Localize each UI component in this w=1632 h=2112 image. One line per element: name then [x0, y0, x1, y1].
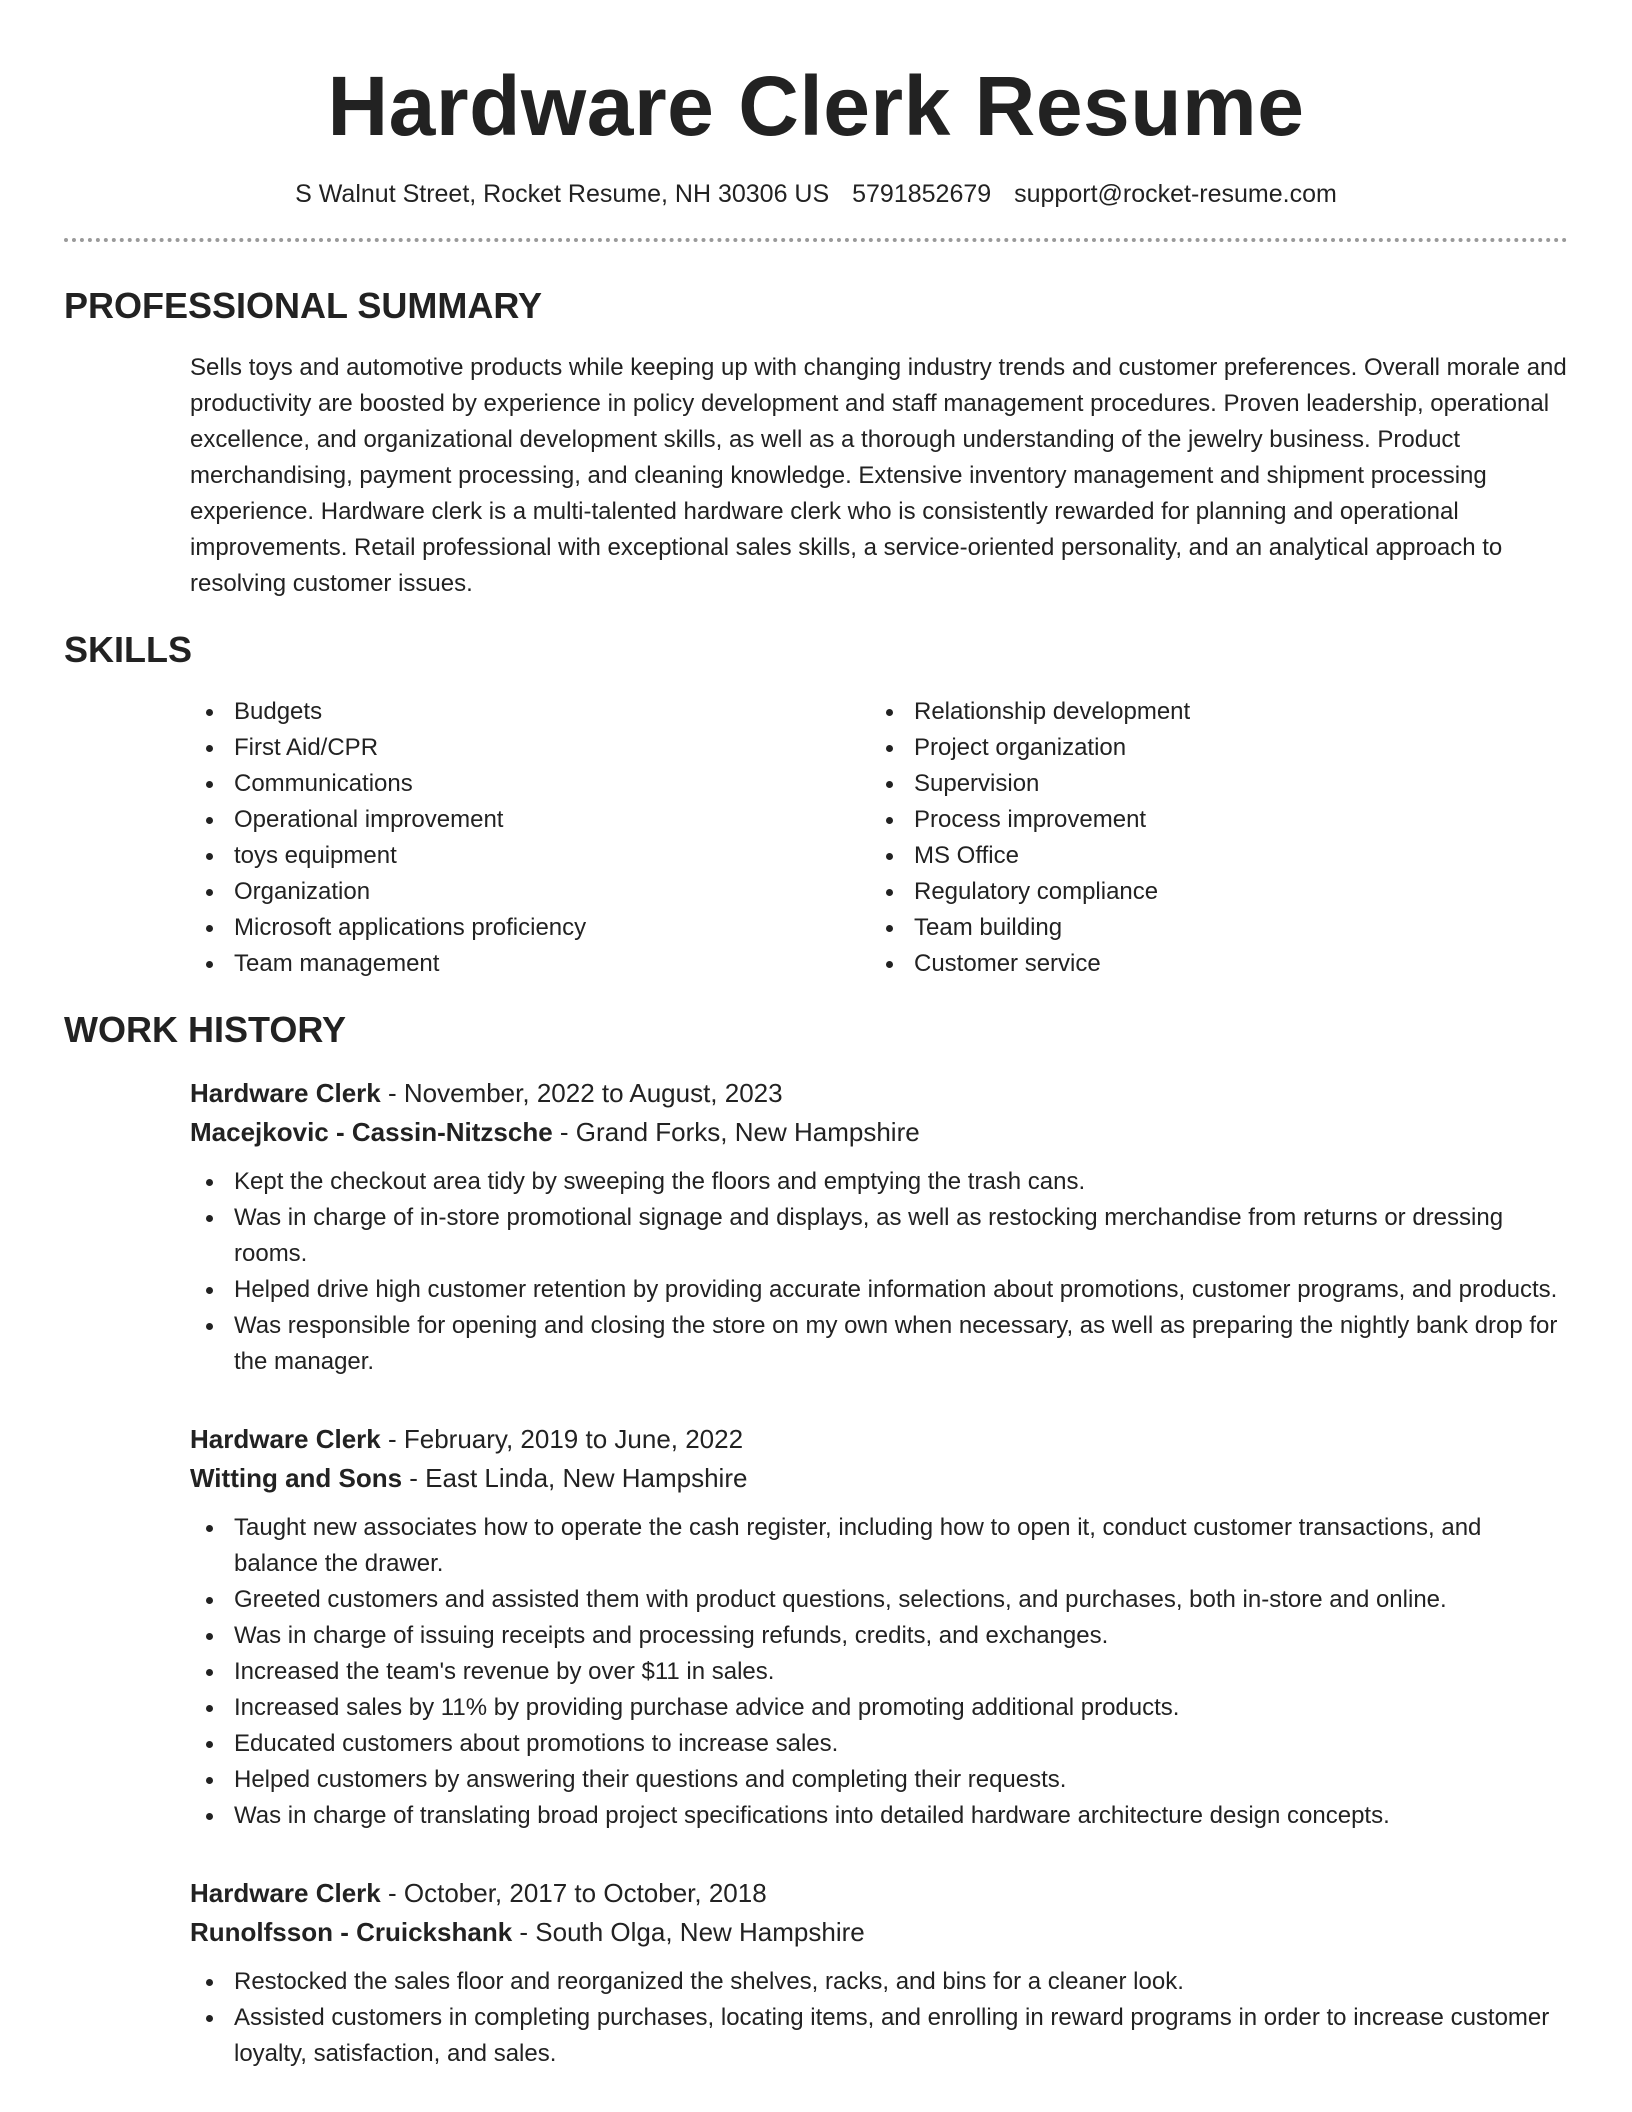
resume-page [64, 0, 1568, 2072]
skill-item: Customer service [870, 946, 1550, 982]
duty-item: Was in charge of translating broad project specifications into detailed hardware architecture design concepts. [190, 1798, 1568, 1834]
skill-item: MS Office [870, 838, 1550, 874]
job-title-line [190, 1074, 1568, 1113]
job-company-line [190, 1913, 1568, 1952]
job-dates: - February, 2019 to June, 2022 [380, 1424, 744, 1454]
skill-item: First Aid/CPR [190, 730, 870, 766]
summary-heading: PROFESSIONAL SUMMARY [64, 285, 543, 326]
header-divider [64, 238, 1568, 242]
duty-item: Helped drive high customer retention by providing accurate information about promotions, customer programs, and products. [190, 1272, 1568, 1308]
address: S Walnut Street, Rocket Resume, NH 30306 US [295, 180, 830, 208]
skill-item: Team management [190, 946, 870, 982]
skill-item: Team building [870, 910, 1550, 946]
skill-item: Regulatory compliance [870, 874, 1550, 910]
duty-item: Was in charge of issuing receipts and processing refunds, credits, and exchanges. [190, 1618, 1568, 1654]
duty-item: Increased the team's revenue by over $11 in sales. [190, 1654, 1568, 1690]
job-title: Hardware Clerk [190, 1078, 381, 1108]
skills-heading: SKILLS [64, 629, 193, 670]
job-title: Hardware Clerk [190, 1878, 381, 1908]
job-title-line [190, 1874, 1568, 1913]
duty-item: Taught new associates how to operate the cash register, including how to open it, conduct customer transactions, and balance the drawer. [190, 1510, 1568, 1582]
duty-item: Kept the checkout area tidy by sweeping the floors and emptying the trash cans. [190, 1164, 1568, 1200]
job-location: - South Olga, New Hampshire [512, 1917, 865, 1947]
job-location: - Grand Forks, New Hampshire [552, 1117, 920, 1147]
job-company-line [190, 1113, 1568, 1152]
skill-item: Project organization [870, 730, 1550, 766]
email: support@rocket-resume.com [1014, 180, 1337, 208]
duty-item: Greeted customers and assisted them with product questions, selections, and purchases, both in-store and online. [190, 1582, 1568, 1618]
job-title-line [190, 1420, 1568, 1459]
contact-line [64, 178, 1568, 210]
summary-text: Sells toys and automotive products while keeping up with changing industry trends and customer preferences. Overall morale and productivity are boosted by experience in policy development and staff management procedures. Proven leadership, operational excellence, and organizational development skills, as well as a thorough understanding of the jewelry business. Product merchandising, payment processing, and cleaning knowledge. Extensive inventory management and shipment processing experience. Hardware clerk is a multi-talented hardware clerk who is consistently rewarded for planning and operational improvements. Retail professional with exceptional sales skills, a service-oriented personality, and an analytical approach to resolving customer issues. [190, 354, 1567, 597]
duty-item: Restocked the sales floor and reorganized the shelves, racks, and bins for a cleaner look. [190, 1964, 1568, 2000]
job-dates: - October, 2017 to October, 2018 [380, 1878, 767, 1908]
duty-item: Was in charge of in-store promotional signage and displays, as well as restocking merchandise from returns or dressing rooms. [190, 1200, 1568, 1272]
skill-item: toys equipment [190, 838, 870, 874]
job-entry [190, 1420, 1568, 1834]
job-location: - East Linda, New Hampshire [402, 1463, 748, 1493]
skill-item: Communications [190, 766, 870, 802]
skill-item: Organization [190, 874, 870, 910]
phone: 5791852679 [852, 180, 992, 208]
job-dates: - November, 2022 to August, 2023 [380, 1078, 783, 1108]
job-entry [190, 1874, 1568, 2072]
duty-item: Helped customers by answering their questions and completing their requests. [190, 1762, 1568, 1798]
work-history-heading: WORK HISTORY [64, 1009, 347, 1050]
duty-item: Assisted customers in completing purchases, locating items, and enrolling in reward programs in order to increase customer loyalty, satisfaction, and sales. [190, 2000, 1568, 2072]
skills-column-left [190, 694, 870, 982]
skill-item: Microsoft applications proficiency [190, 910, 870, 946]
job-duties [190, 1164, 1568, 1380]
duty-item: Educated customers about promotions to increase sales. [190, 1726, 1568, 1762]
job-company: Runolfsson - Cruickshank [190, 1917, 513, 1947]
job-company-line [190, 1459, 1568, 1498]
skill-item: Operational improvement [190, 802, 870, 838]
job-duties [190, 1964, 1568, 2072]
duty-item: Increased sales by 11% by providing purchase advice and promoting additional products. [190, 1690, 1568, 1726]
job-company: Macejkovic - Cassin-Nitzsche [190, 1117, 553, 1147]
duty-item: Was responsible for opening and closing the store on my own when necessary, as well as preparing the nightly bank drop for the manager. [190, 1308, 1568, 1380]
skill-item: Budgets [190, 694, 870, 730]
skill-item: Process improvement [870, 802, 1550, 838]
skill-item: Relationship development [870, 694, 1550, 730]
job-entry [190, 1074, 1568, 1380]
job-title: Hardware Clerk [190, 1424, 381, 1454]
job-duties [190, 1510, 1568, 1834]
skills-list [190, 694, 1568, 982]
job-company: Witting and Sons [190, 1463, 403, 1493]
resume-title: Hardware Clerk Resume [327, 59, 1305, 153]
skill-item: Supervision [870, 766, 1550, 802]
skills-column-right [870, 694, 1550, 982]
